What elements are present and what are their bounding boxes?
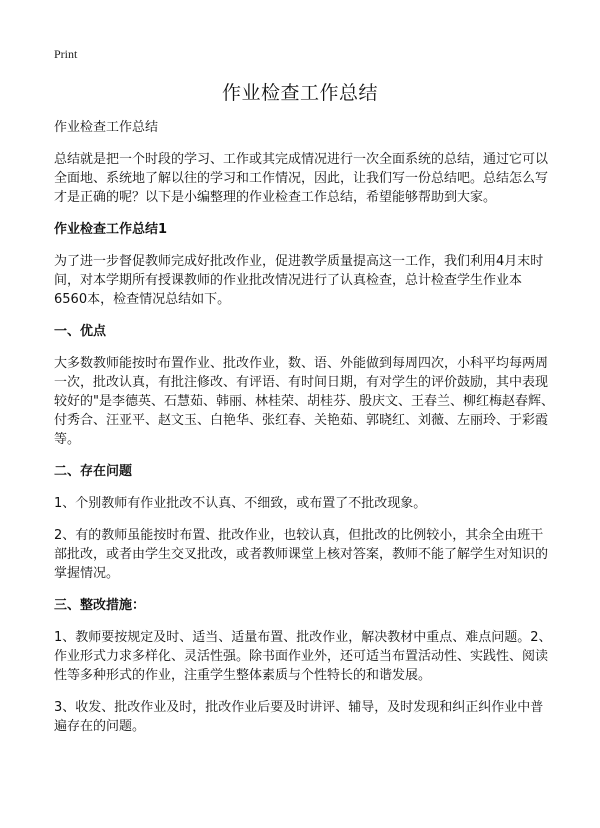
print-link[interactable]: Print: [54, 47, 78, 61]
problems-item-2: 2、有的教师虽能按时布置、批改作业，也较认真，但批改的比例较小，其余全由班干部批改，或者由学生交叉批改，或者教师课堂上核对答案，教师不能了解学生对知识的掌握情况。: [54, 528, 549, 581]
measures-item-1: 1、教师要按规定及时、适当、适量布置、批改作业，解决教材中重点、难点问题。2、作业形式力求多样化、灵活性强。除书面作业外，还可适当布置活动性、实践性、阅读性等多种形式的作业，注重学生整体素质与个性特长的和谐发展。: [54, 630, 552, 683]
intro-paragraph: 总结就是把一个时段的学习、工作或其完成情况进行一次全面系统的总结，通过它可以全面地、系统地了解以往的学习和工作情况，因此，让我们写一份总结吧。总结怎么写才是正确的呢？以下是小编整理的作业检查工作总结，希望能够帮助到大家。: [54, 152, 549, 205]
document-title: 作业检查工作总结: [221, 82, 378, 104]
problems-item-1: 1、个别教师有作业批改不认真、不细致，或布置了不批改现象。: [54, 496, 427, 511]
advantages-paragraph: 大多数教师能按时布置作业、批改作业，数、语、外能做到每周四次，小科平均每两周一次，批改认真，有批注修改、有评语、有时间日期，有对学生的评价鼓励，其中表现较好的"是李德英、石慧茹、韩丽、林桂荣、胡桂芬、殷庆文、王春兰、柳红梅赵春辉、付秀合、汪亚平、赵文玉、白艳华、张红春、关艳茹、郭晓红、刘薇、左丽玲、于彩霞等。: [54, 356, 554, 447]
section1-paragraph: 为了进一步督促教师完成好批改作业，促进教学质量提高这一工作，我们利用4月末时间，对本学期所有授课教师的作业批改情况进行了认真检查，总计检查学生作业本6560本，检查情况总结如下。: [54, 254, 544, 307]
advantages-heading: 一、优点: [54, 324, 107, 339]
problems-heading: 二、存在问题: [54, 464, 133, 479]
document-body: [54, 118, 554, 749]
measures-item-3: 3、收发、批改作业及时，批改作业后要及时讲评、辅导，及时发现和纠正纠作业中普遍存在的问题。: [54, 700, 544, 734]
document-subtitle: 作业检查工作总结: [54, 120, 159, 135]
section1-heading: 作业检查工作总结1: [54, 222, 168, 237]
measures-heading: 三、整改措施：: [54, 598, 146, 613]
